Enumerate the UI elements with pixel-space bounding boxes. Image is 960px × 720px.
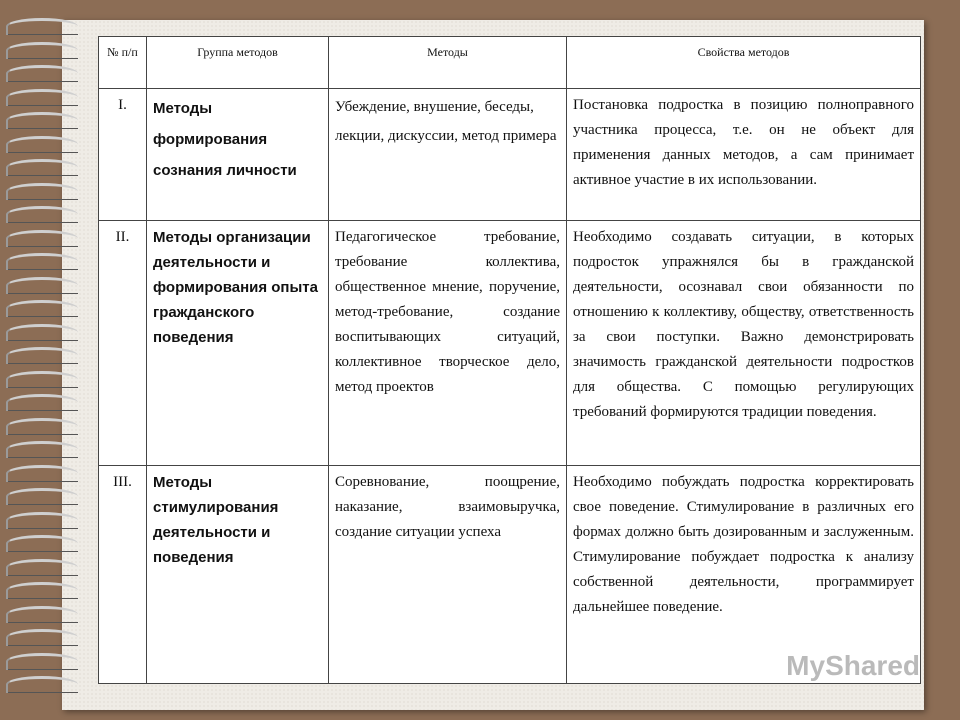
spiral-ring <box>6 136 78 153</box>
spiral-ring <box>6 465 78 482</box>
spiral-ring <box>6 371 78 388</box>
row-group: Методы стимулирования деятельности и поведения <box>147 466 329 684</box>
header-group: Группа методов <box>147 37 329 89</box>
spiral-ring <box>6 112 78 129</box>
spiral-ring <box>6 606 78 623</box>
spiral-ring <box>6 488 78 505</box>
spiral-ring <box>6 253 78 270</box>
spiral-ring <box>6 183 78 200</box>
methods-table <box>98 36 921 684</box>
row-methods: Педагогическое требование, требование коллектива, общественное мнение, поручение, метод-требование, создание воспитывающих ситуаций, коллективное творческое дело, метод проектов <box>329 221 567 466</box>
spiral-ring <box>6 676 78 693</box>
spiral-ring <box>6 394 78 411</box>
watermark-logo: MyShared <box>786 650 920 681</box>
table-row <box>99 221 921 466</box>
spiral-ring <box>6 559 78 576</box>
row-group: Методы организации деятельности и формирования опыта гражданского поведения <box>147 221 329 466</box>
row-methods: Соревнование, поощрение, наказание, взаимовыручка, создание ситуации успеха <box>329 466 567 684</box>
spiral-ring <box>6 277 78 294</box>
spiral-ring <box>6 418 78 435</box>
table-row <box>99 89 921 221</box>
spiral-ring <box>6 89 78 106</box>
spiral-ring <box>6 441 78 458</box>
spiral-ring <box>6 42 78 59</box>
spiral-ring <box>6 206 78 223</box>
spiral-ring <box>6 653 78 670</box>
spiral-ring <box>6 230 78 247</box>
spiral-ring <box>6 535 78 552</box>
row-properties: Необходимо создавать ситуации, в которых подросток упражнялся бы в гражданской деятельности, осознавал свои обязанности по отношению к коллективу, обществу, ответственность за свои поступки. Важно демонстрировать значимость гражданской деятельности подростков для общества. С помощью регулирующих требований формируются традиции поведения. <box>567 221 921 466</box>
row-num: II. <box>99 221 147 466</box>
row-num: III. <box>99 466 147 684</box>
spiral-ring <box>6 65 78 82</box>
header-methods: Методы <box>329 37 567 89</box>
spiral-ring <box>6 629 78 646</box>
row-properties: Постановка подростка в позицию полноправного участника процесса, т.е. он не объект для применения данных методов, а сам принимает активное участие в их использовании. <box>567 89 921 221</box>
spiral-binding <box>0 18 80 718</box>
header-num: № п/п <box>99 37 147 89</box>
row-methods: Убеждение, внушение, беседы, лекции, дискуссии, метод примера <box>329 89 567 221</box>
header-row <box>99 37 921 89</box>
spiral-ring <box>6 582 78 599</box>
spiral-ring <box>6 18 78 35</box>
spiral-ring <box>6 300 78 317</box>
header-properties: Свойства методов <box>567 37 921 89</box>
spiral-ring <box>6 512 78 529</box>
spiral-ring <box>6 159 78 176</box>
row-num: I. <box>99 89 147 221</box>
row-properties: Необходимо побуждать подростка корректировать свое поведение. Стимулирование в различных его формах должно быть дозированным и заслуженным. Стимулирование побуждает подростка к анализу собственной деятельности, программирует дальнейшее поведение. <box>567 466 921 684</box>
row-group: Методы формирования сознания личности <box>147 89 329 221</box>
spiral-ring <box>6 347 78 364</box>
spiral-ring <box>6 324 78 341</box>
